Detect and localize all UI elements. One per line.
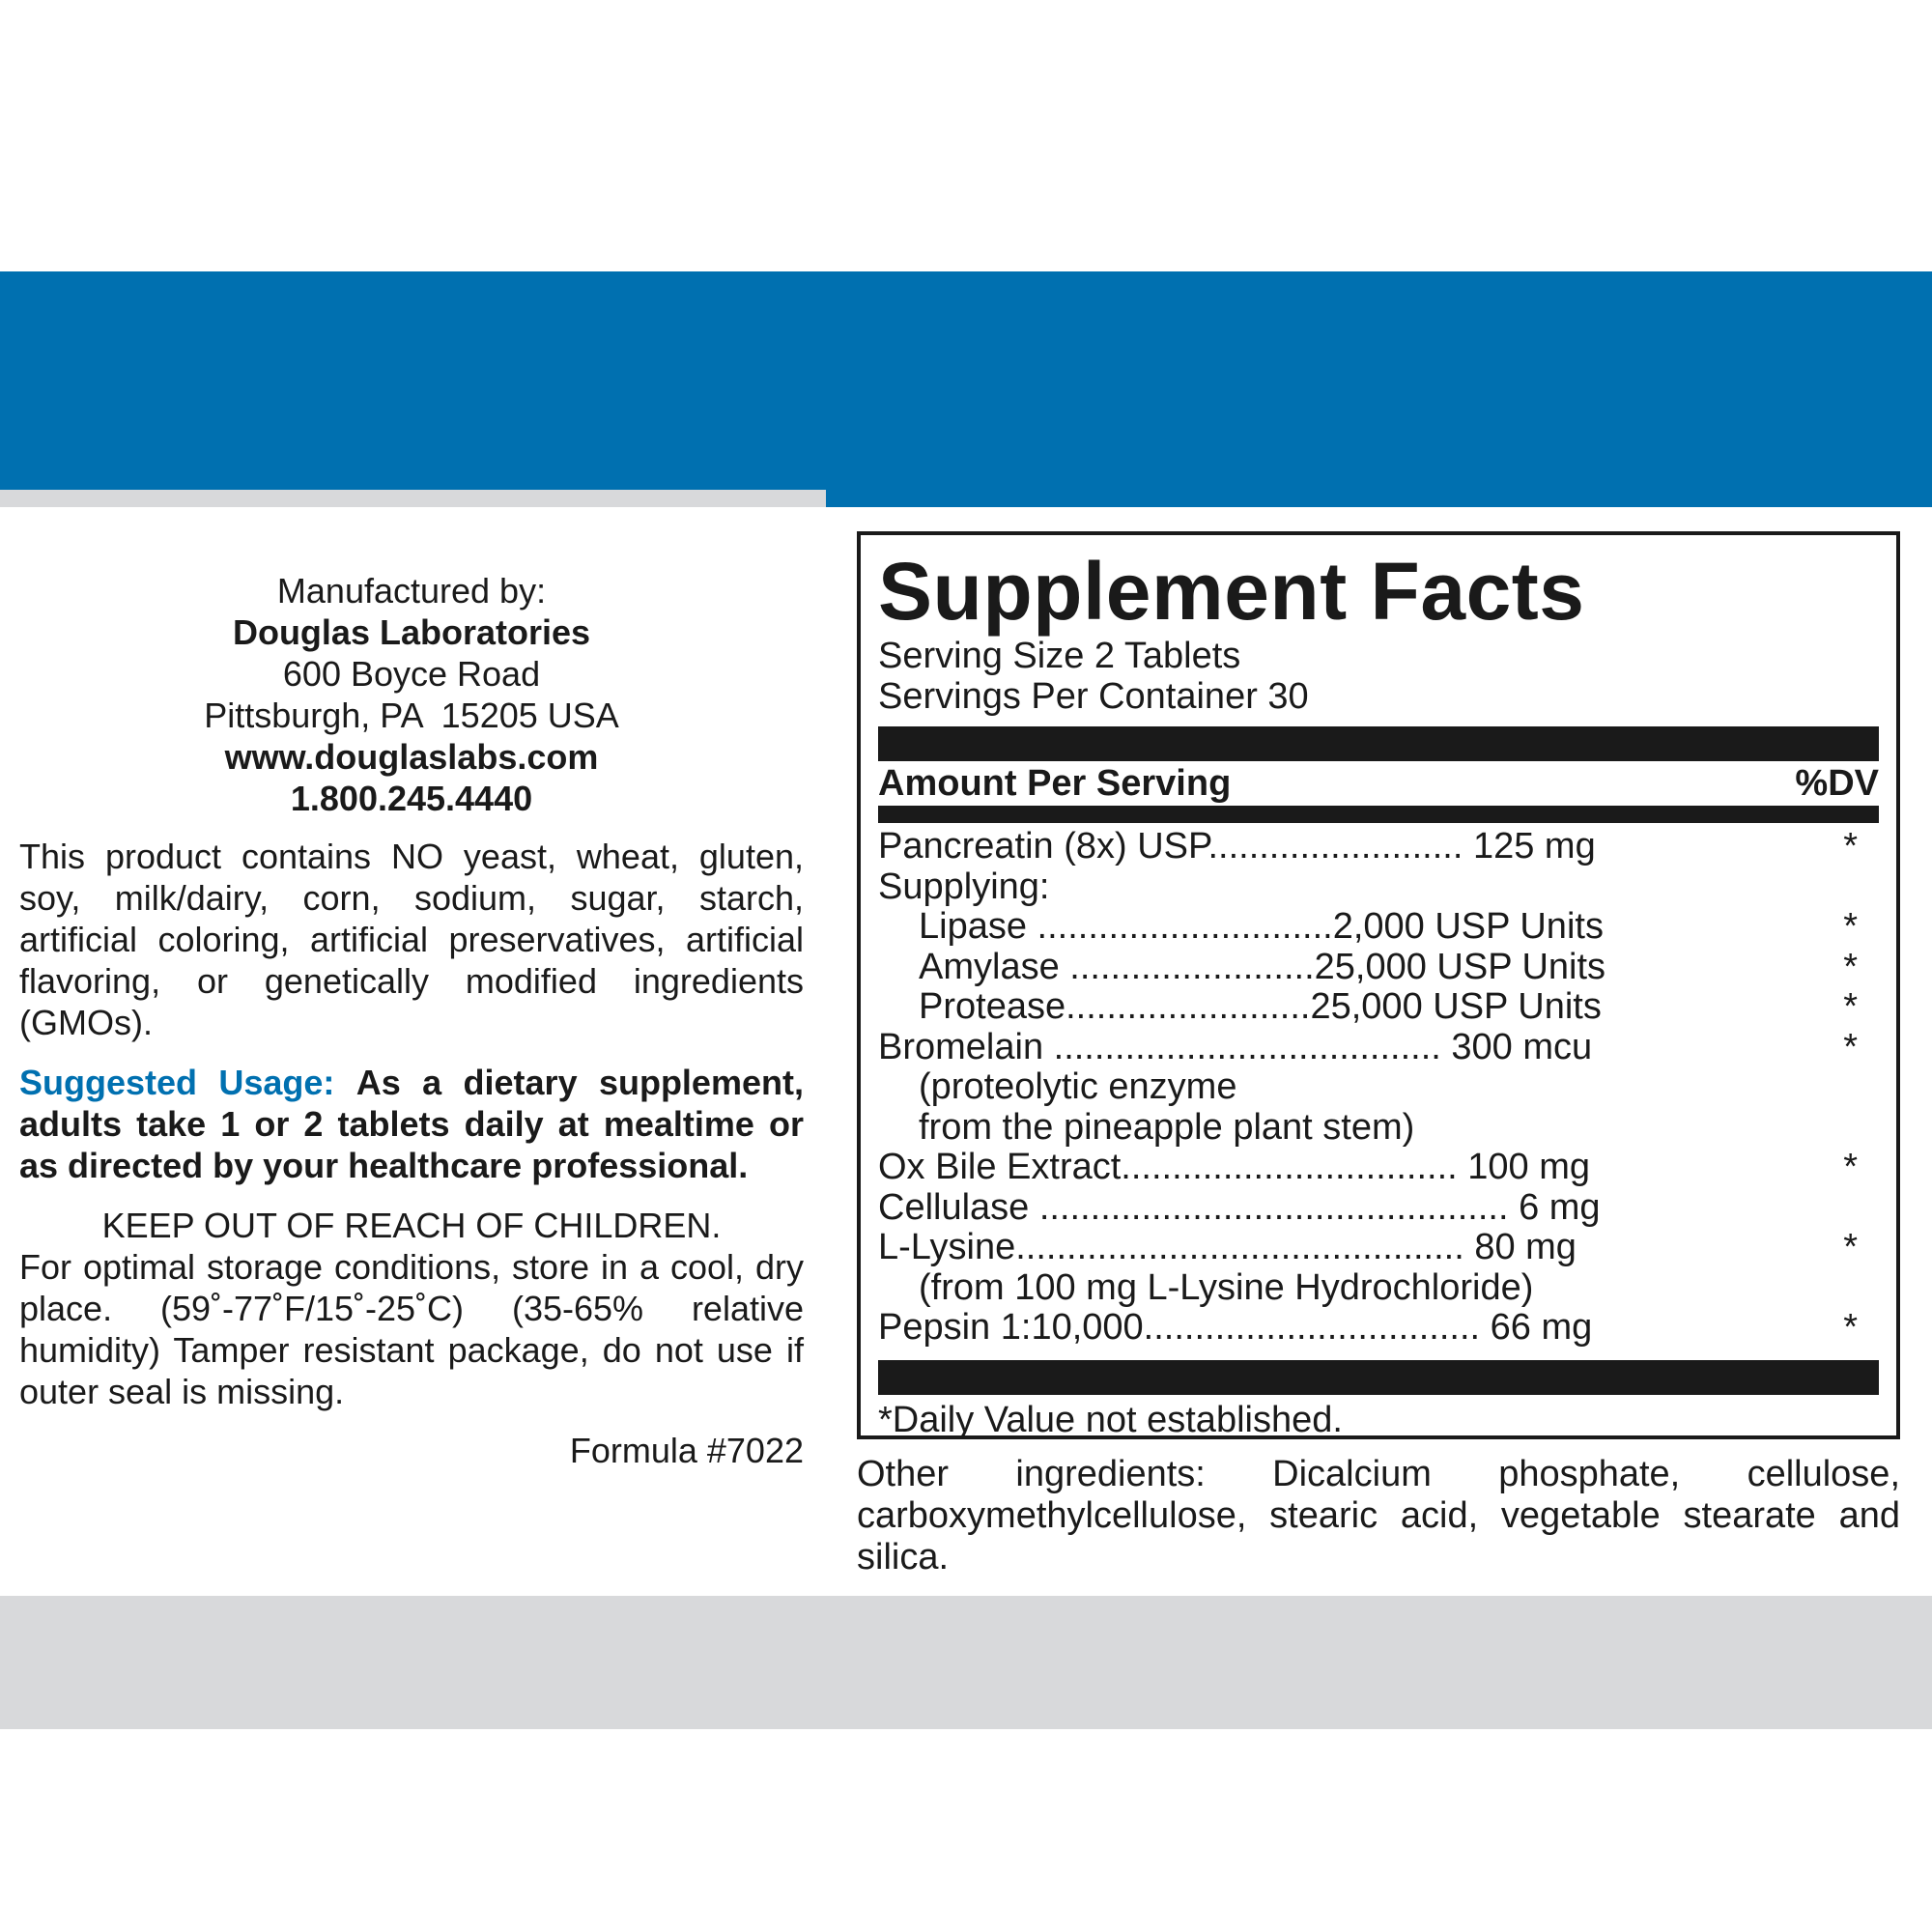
supplement-facts-title: Supplement Facts xyxy=(878,546,1585,637)
nutrient-dv: * xyxy=(1843,826,1858,867)
nutrient-text: Cellulase .............................................. 6 mg xyxy=(878,1186,1601,1228)
manufacturer-phone: 1.800.245.4440 xyxy=(290,779,533,818)
nutrient-dv: * xyxy=(1843,986,1858,1027)
nutrient-text: Protease........................25,000 USP Units xyxy=(919,986,1602,1027)
nutrient-text: Ox Bile Extract................................. 100 mg xyxy=(878,1147,1590,1187)
manufacturer-website: www.douglaslabs.com xyxy=(224,737,599,777)
manufacturer-block xyxy=(19,570,804,819)
nutrient-text: Bromelain ...................................... 300 mcu xyxy=(878,1026,1593,1067)
suggested-usage-text: As a dietary supplement, adults take 1 or 2 tablets daily at mealtime or as directed by your healthcare professional. xyxy=(19,1063,804,1185)
amount-per-serving-header: Amount Per Serving xyxy=(878,763,1232,804)
daily-value-footnote: *Daily Value not established. xyxy=(878,1399,1343,1440)
nutrient-row xyxy=(878,907,1879,948)
nutrient-text: from the pineapple plant stem) xyxy=(919,1106,1415,1148)
other-ingredients: Other ingredients: Dicalcium phosphate, cellulose, carboxymethylcellulose, stearic acid, vegetable stearate and silica. xyxy=(857,1454,1900,1577)
nutrient-text: L-Lysine............................................ 80 mg xyxy=(878,1227,1577,1267)
nutrient-text: (proteolytic enzyme xyxy=(919,1066,1237,1107)
nutrient-row xyxy=(878,827,1879,867)
supplement-facts-panel xyxy=(857,531,1900,1439)
label-left-panel xyxy=(19,570,804,1471)
nutrient-row xyxy=(878,867,1879,908)
nutrient-row xyxy=(878,1108,1879,1149)
nutrient-row xyxy=(878,1028,1879,1068)
manufacturer-label: Manufactured by: xyxy=(276,571,547,611)
nutrient-dv: * xyxy=(1843,1227,1858,1267)
manufacturer-address-1: 600 Boyce Road xyxy=(282,654,541,694)
nutrient-dv: * xyxy=(1843,946,1858,987)
nutrient-rows xyxy=(878,827,1879,1349)
nutrient-dv: * xyxy=(1843,1147,1858,1187)
nutrient-text: Lipase .............................2,000 USP Units xyxy=(919,906,1604,947)
nutrient-row xyxy=(878,1228,1879,1268)
top-blue-band xyxy=(0,271,1932,490)
blue-band-grey-shadow xyxy=(0,490,826,507)
manufacturer-address-2: Pittsburgh, PA 15205 USA xyxy=(204,696,619,735)
nutrient-dv: * xyxy=(1843,1026,1858,1067)
amount-header-row xyxy=(878,761,1879,806)
servings-per-container: Servings Per Container 30 xyxy=(878,676,1309,717)
nutrient-dv: * xyxy=(1843,1307,1858,1348)
manufacturer-name: Douglas Laboratories xyxy=(232,612,591,652)
warning-text: KEEP OUT OF REACH OF CHILDREN. xyxy=(101,1206,722,1245)
facts-divider-thick xyxy=(878,726,1879,761)
nutrient-row xyxy=(878,987,1879,1028)
nutrient-row xyxy=(878,1188,1879,1229)
nutrient-row xyxy=(878,1148,1879,1188)
allergen-statement: This product contains NO yeast, wheat, gluten, soy, milk/dairy, corn, sodium, sugar, starch, artificial coloring, artificial preservatives, artificial flavoring, or genetically modified ingredients (GMOs). xyxy=(19,837,804,1042)
nutrient-text: Pepsin 1:10,000................................. 66 mg xyxy=(878,1307,1593,1348)
blue-band-extension xyxy=(826,490,1932,507)
nutrient-dv: * xyxy=(1843,906,1858,947)
nutrient-row xyxy=(878,948,1879,988)
facts-divider-medium xyxy=(878,806,1879,823)
facts-divider-bottom xyxy=(878,1360,1879,1395)
nutrient-text: Pancreatin (8x) USP......................... 125 mg xyxy=(878,826,1596,867)
nutrient-row xyxy=(878,1308,1879,1349)
storage-text: For optimal storage conditions, store in a cool, dry place. (59˚-77˚F/15˚-25˚C) (35-65% relative humidity) Tamper resistant package, do not use if outer seal is missing. xyxy=(19,1247,804,1411)
suggested-usage-label: Suggested Usage: xyxy=(19,1063,335,1102)
nutrient-text: (from 100 mg L-Lysine Hydrochloride) xyxy=(919,1266,1534,1308)
nutrient-row xyxy=(878,1268,1879,1309)
nutrient-row xyxy=(878,1067,1879,1108)
bottom-grey-band xyxy=(0,1596,1932,1729)
nutrient-text: Supplying: xyxy=(878,866,1050,907)
suggested-usage xyxy=(19,1062,804,1186)
serving-size: Serving Size 2 Tablets xyxy=(878,636,1241,676)
formula-number: Formula #7022 xyxy=(569,1431,804,1470)
dv-header: %DV xyxy=(1795,763,1879,804)
nutrient-text: Amylase ........................25,000 USP Units xyxy=(919,946,1606,987)
